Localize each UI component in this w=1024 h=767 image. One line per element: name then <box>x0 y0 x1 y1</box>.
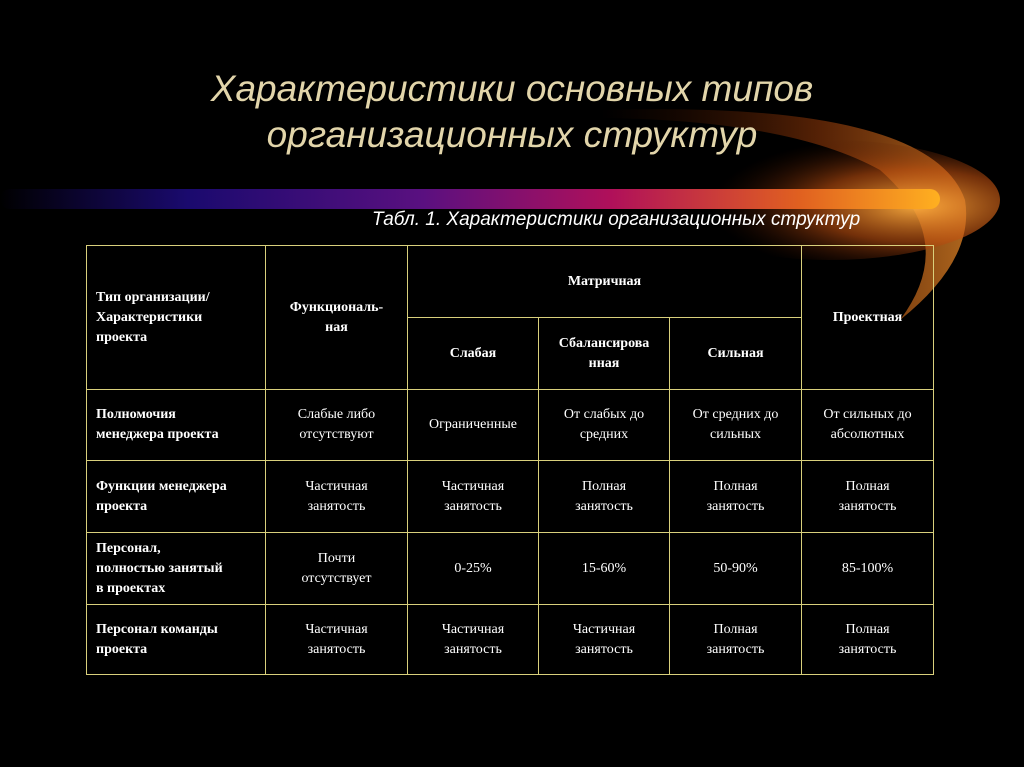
table-cell: Полная занятость <box>802 605 934 675</box>
table-cell: Полная занятость <box>670 461 802 533</box>
table-cell: 0-25% <box>408 533 539 605</box>
matrix-strong-header: Сильная <box>670 318 802 390</box>
table-cell: Слабые либо отсутствуют <box>266 390 408 461</box>
row-label: Персонал команды проекта <box>87 605 266 675</box>
table-row <box>87 390 934 461</box>
corner-header: Тип организации/ Характеристики проекта <box>87 246 266 390</box>
table-cell: 50-90% <box>670 533 802 605</box>
table-cell: Частичная занятость <box>266 605 408 675</box>
table-cell: Полная занятость <box>670 605 802 675</box>
table-cell: Частичная занятость <box>408 605 539 675</box>
title-line-1: Характеристики основных типов <box>210 68 814 109</box>
table-caption: Табл. 1. Характеристики организационных структур <box>372 209 861 230</box>
row-label: Полномочия менеджера проекта <box>87 390 266 461</box>
table-cell: От сильных до абсолютных <box>802 390 934 461</box>
table-cell: 85-100% <box>802 533 934 605</box>
table-cell: Частичная занятость <box>266 461 408 533</box>
matrix-balanced-header: Сбалансирова нная <box>539 318 670 390</box>
table-cell: Ограниченные <box>408 390 539 461</box>
project-header: Проектная <box>802 246 934 390</box>
table-row <box>87 461 934 533</box>
row-label: Персонал, полностью занятый в проектах <box>87 533 266 605</box>
table-cell: 15-60% <box>539 533 670 605</box>
table-cell: Частичная занятость <box>539 605 670 675</box>
matrix-header: Матричная <box>408 246 802 318</box>
slide-title <box>0 66 1024 158</box>
table-header-row <box>87 246 934 318</box>
matrix-weak-header: Слабая <box>408 318 539 390</box>
swoosh-bar-shape <box>0 189 940 209</box>
table-cell: Полная занятость <box>539 461 670 533</box>
table-cell: Почти отсутствует <box>266 533 408 605</box>
structures-table <box>86 245 934 675</box>
table-cell: Частичная занятость <box>408 461 539 533</box>
table-row <box>87 533 934 605</box>
table-cell: Полная занятость <box>802 461 934 533</box>
table-row <box>87 605 934 675</box>
functional-header: Функциональ- ная <box>266 246 408 390</box>
table-cell: От средних до сильных <box>670 390 802 461</box>
row-label: Функции менеджера проекта <box>87 461 266 533</box>
table-cell: От слабых до средних <box>539 390 670 461</box>
title-line-2: организационных структур <box>266 114 758 155</box>
